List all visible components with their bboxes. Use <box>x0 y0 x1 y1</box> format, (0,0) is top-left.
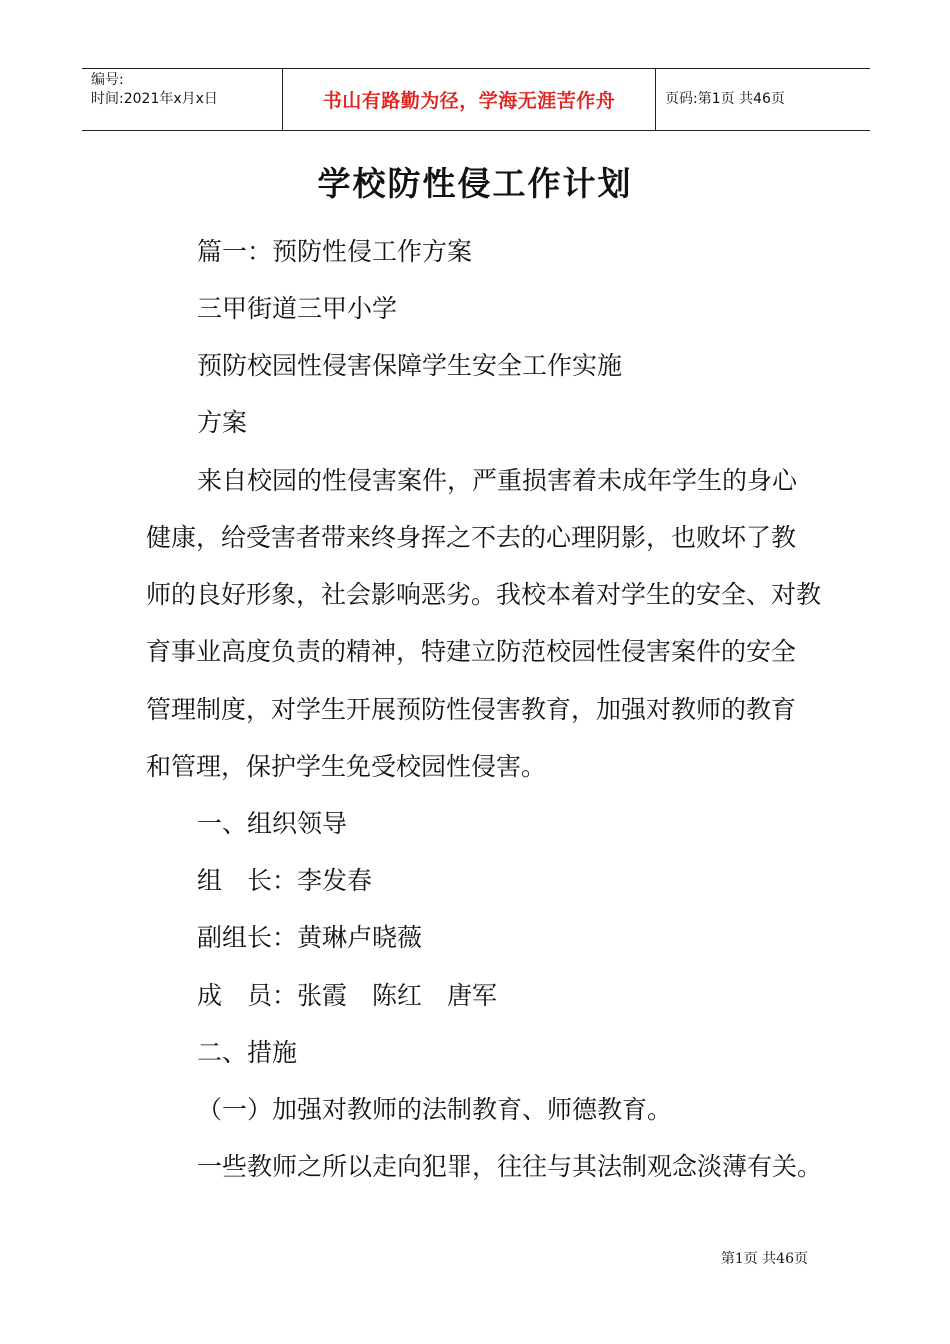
date-label: 时间:2021年x月x日 <box>91 91 218 107</box>
body-line: 师的良好形象，社会影响恶劣。我校本着对学生的安全、对教 <box>146 580 822 609</box>
body-line: 育事业高度负责的精神，特建立防范校园性侵害案件的安全 <box>146 637 797 666</box>
body-line: 一些教师之所以走向犯罪，往往与其法制观念淡薄有关。 <box>197 1152 823 1181</box>
body-line: （一）加强对教师的法制教育、师德教育。 <box>197 1095 673 1124</box>
header-meta <box>82 69 282 130</box>
body-line: 三甲街道三甲小学 <box>197 294 398 323</box>
document-title: 学校防性侵工作计划 <box>317 164 633 203</box>
body-line: 管理制度，对学生开展预防性侵害教育，加强对教师的教育 <box>146 695 797 724</box>
body-line: 方案 <box>197 408 248 437</box>
header-page-cell <box>656 69 870 130</box>
body-line: 预防校园性侵害保障学生安全工作实施 <box>197 351 623 380</box>
body-line: 一、组织领导 <box>197 809 348 838</box>
document-header <box>82 68 870 131</box>
body-line: 来自校园的性侵害案件，严重损害着未成年学生的身心 <box>197 466 798 495</box>
header-page-info: 页码:第1页 共46页 <box>665 91 785 107</box>
header-motto: 书山有路勤为径，学海无涯苦作舟 <box>322 90 616 112</box>
page-footer: 第1页 共46页 <box>720 1251 808 1267</box>
body-line: 健康，给受害者带来终身挥之不去的心理阴影，也败坏了教 <box>146 523 797 552</box>
body-line: 篇一：预防性侵工作方案 <box>197 237 473 266</box>
body-line: 和管理，保护学生免受校园性侵害。 <box>146 752 547 781</box>
body-line: 二、措施 <box>197 1038 298 1067</box>
header-motto-cell <box>282 69 656 130</box>
body-line: 成 员：张霞 陈红 唐军 <box>197 981 498 1010</box>
body-line: 组 长：李发春 <box>197 866 373 895</box>
body-line: 副组长：黄琳卢晓薇 <box>197 923 423 952</box>
serial-label: 编号: <box>91 72 124 88</box>
